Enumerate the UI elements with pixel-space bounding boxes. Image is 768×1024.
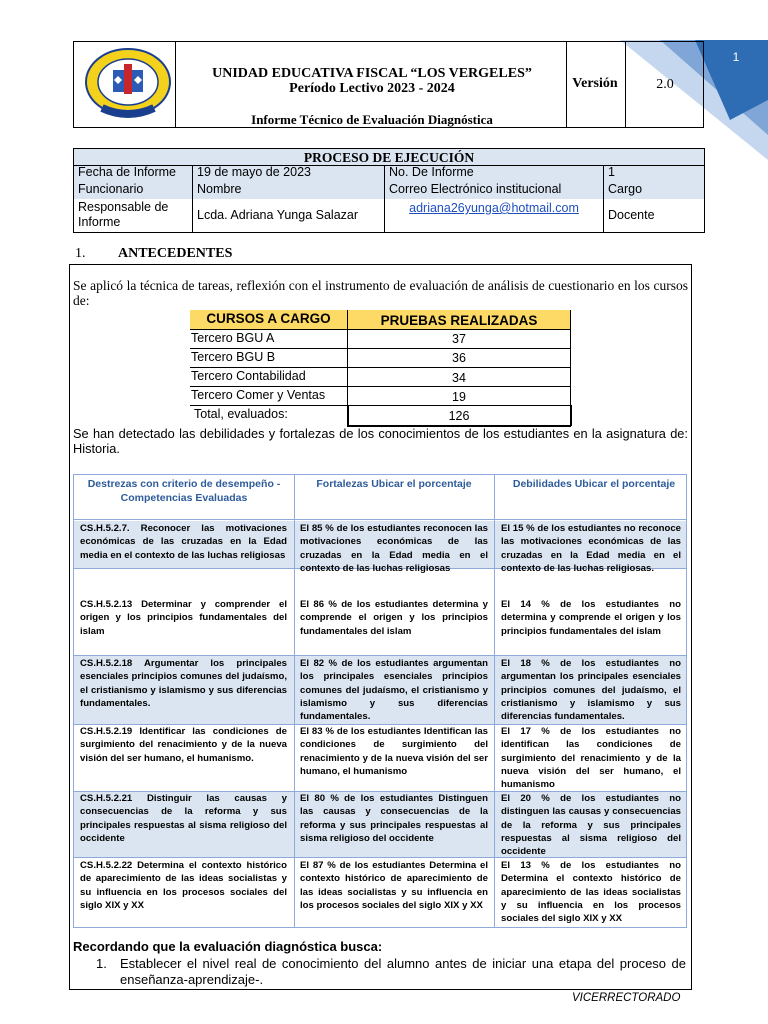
weakness-cell: El 15 % de los estudiantes no reconoce las motivaciones económicas de las cruzadas en la Edad media en el contexto de las luchas religiosas.: [501, 523, 681, 574]
recall-title: Recordando que la evaluación diagnóstica busca:: [73, 939, 383, 954]
course-name: Tercero Comer y Ventas: [191, 388, 326, 402]
report-number-label: No. De Informe: [389, 165, 474, 179]
report-number: 1: [608, 165, 615, 179]
courses-header-course: CURSOS A CARGO: [206, 311, 331, 326]
courses-header-tests: PRUEBAS REALIZADAS: [380, 313, 538, 328]
header-strengths: Fortalezas Ubicar el porcentaje: [316, 478, 472, 490]
skill-cell: CS.H.5.2.22 Determina el contexto histórico de aparecimiento de las ideas socialistas y su influencia en los procesos sociales del siglo XIX y XX: [80, 860, 287, 911]
position-value: Docente: [608, 208, 655, 222]
list-item: Establecer el nivel real de conocimiento del alumno antes de iniciar una etapa del proceso de enseñanza-aprendizaje-.: [120, 956, 686, 987]
strength-cell: El 85 % de los estudiantes reconocen las motivaciones económicas de las cruzadas en la Edad media en el contexto de las luchas religiosas: [300, 523, 488, 574]
school-logo: [82, 46, 174, 122]
strength-cell: El 80 % de los estudiantes Distinguen las causas y consecuencias de la reforma y sus principales respuestas al sisma religioso del occidente: [300, 793, 488, 844]
skill-cell: CS.H.5.2.19 Identificar las condiciones de surgimiento del renacimiento y de la nueva visión del ser humano, el humanismo.: [80, 726, 287, 764]
footer-label: VICERRECTORADO: [572, 992, 681, 1004]
strength-cell: El 86 % de los estudiantes determina y comprende el origen y los principios fundamentales del islam: [300, 599, 488, 637]
section-title: ANTECEDENTES: [118, 246, 233, 261]
skill-cell: CS.H.5.2.21 Distinguir las causas y consecuencias de la reforma y sus principales respuestas al sisma religioso del occidente: [80, 793, 287, 844]
document-title: Informe Técnico de Evaluación Diagnóstica: [251, 112, 493, 127]
course-tests: 36: [452, 351, 466, 365]
course-name: Tercero BGU A: [191, 331, 275, 345]
course-tests: 37: [452, 332, 466, 346]
course-name: Tercero Contabilidad: [191, 369, 306, 383]
weakness-cell: El 17 % de los estudiantes no identifican las condiciones de surgimiento del renacimiento y de la nueva visión del ser humano, el humanismo: [501, 726, 681, 791]
report-date-label: Fecha de Informe: [78, 165, 176, 179]
weakness-cell: El 20 % de los estudiantes no distinguen las causas y consecuencias de la reforma y sus principales respuestas al sisma religioso del occidente: [501, 793, 681, 858]
strength-cell: El 83 % de los estudiantes Identifican las condiciones de surgimiento del renacimiento y de la nueva visión del ser humano, el humanismo: [300, 726, 488, 777]
school-period: Período Lectivo 2023 - 2024: [289, 81, 455, 96]
course-tests: 34: [452, 371, 466, 385]
responsible-label: Responsable de Informe: [78, 200, 169, 229]
course-name: Tercero BGU B: [191, 350, 276, 364]
weakness-cell: El 13 % de los estudiantes no Determina el contexto histórico de aparecimiento de las ideas socialistas y su influencia en los procesos sociales del siglo XIX y XX: [501, 860, 681, 925]
email-link[interactable]: adriana26yunga@hotmail.com: [409, 201, 579, 215]
email-label: Correo Electrónico institucional: [389, 182, 562, 196]
responsible-name: Lcda. Adriana Yunga Salazar: [197, 208, 359, 222]
section-number: 1.: [75, 246, 86, 261]
version-value: 2.0: [656, 77, 674, 92]
header-weaknesses: Debilidades Ubicar el porcentaje: [512, 478, 676, 490]
school-name: [177, 66, 567, 96]
list-item-number: 1.: [96, 956, 107, 971]
intro-paragraph: Se aplicó la técnica de tareas, reflexión con el instrumento de evaluación de análisis de cuestionario en los cursos de:: [73, 278, 688, 308]
school-name-text: UNIDAD EDUCATIVA FISCAL “LOS VERGELES”: [212, 66, 532, 81]
course-total-value: 126: [448, 409, 470, 423]
weakness-cell: El 14 % de los estudiantes no determina y comprende el origen y los principios fundamentales del islam: [501, 599, 681, 637]
official-label: Funcionario: [78, 182, 144, 196]
course-total-label: Total, evaluados:: [194, 407, 288, 421]
process-title: PROCESO DE EJECUCIÓN: [303, 150, 475, 165]
position-label: Cargo: [608, 182, 643, 196]
skill-cell: CS.H.5.2.7. Reconocer las motivaciones económicas de las cruzadas en la Edad media en el contexto de las luchas religiosas: [80, 523, 287, 561]
skill-cell: CS.H.5.2.13 Determinar y comprender el origen y los principios fundamentales del islam: [80, 599, 287, 637]
name-label: Nombre: [197, 182, 242, 196]
strength-cell: El 87 % de los estudiantes Determina el contexto histórico de aparecimiento de las ideas socialistas y su influencia en los procesos sociales del siglo XIX y XX: [300, 860, 488, 911]
skill-cell: CS.H.5.2.18 Argumentar los principales esenciales principios comunes del judaísmo, el cristianismo y islamismo y sus diferencias fundamentales.: [80, 658, 287, 709]
report-date: 19 de mayo de 2023: [197, 165, 311, 179]
strength-cell: El 82 % de los estudiantes argumentan los principales esenciales principios comunes del judaísmo, el cristianismo y islamismo y sus diferencias fundamentales.: [300, 658, 488, 723]
weakness-cell: El 18 % de los estudiantes no argumentan los principales esenciales principios comunes del judaísmo, el cristianismo y islamismo y sus diferencias fundamentales.: [501, 658, 681, 723]
page-number: 1: [732, 50, 740, 64]
skills-table: [73, 474, 687, 928]
course-tests: 19: [452, 390, 466, 404]
detect-paragraph: Se han detectado las debilidades y fortalezas de los conocimientos de los estudiantes en la asignatura de: Historia.: [73, 426, 688, 456]
document-header: [73, 41, 704, 128]
header-skills: Destrezas con criterio de desempeño - Competencias Evaluadas: [87, 478, 281, 504]
courses-table: [190, 310, 571, 426]
version-label: Versión: [572, 76, 618, 91]
process-table: [73, 148, 705, 233]
